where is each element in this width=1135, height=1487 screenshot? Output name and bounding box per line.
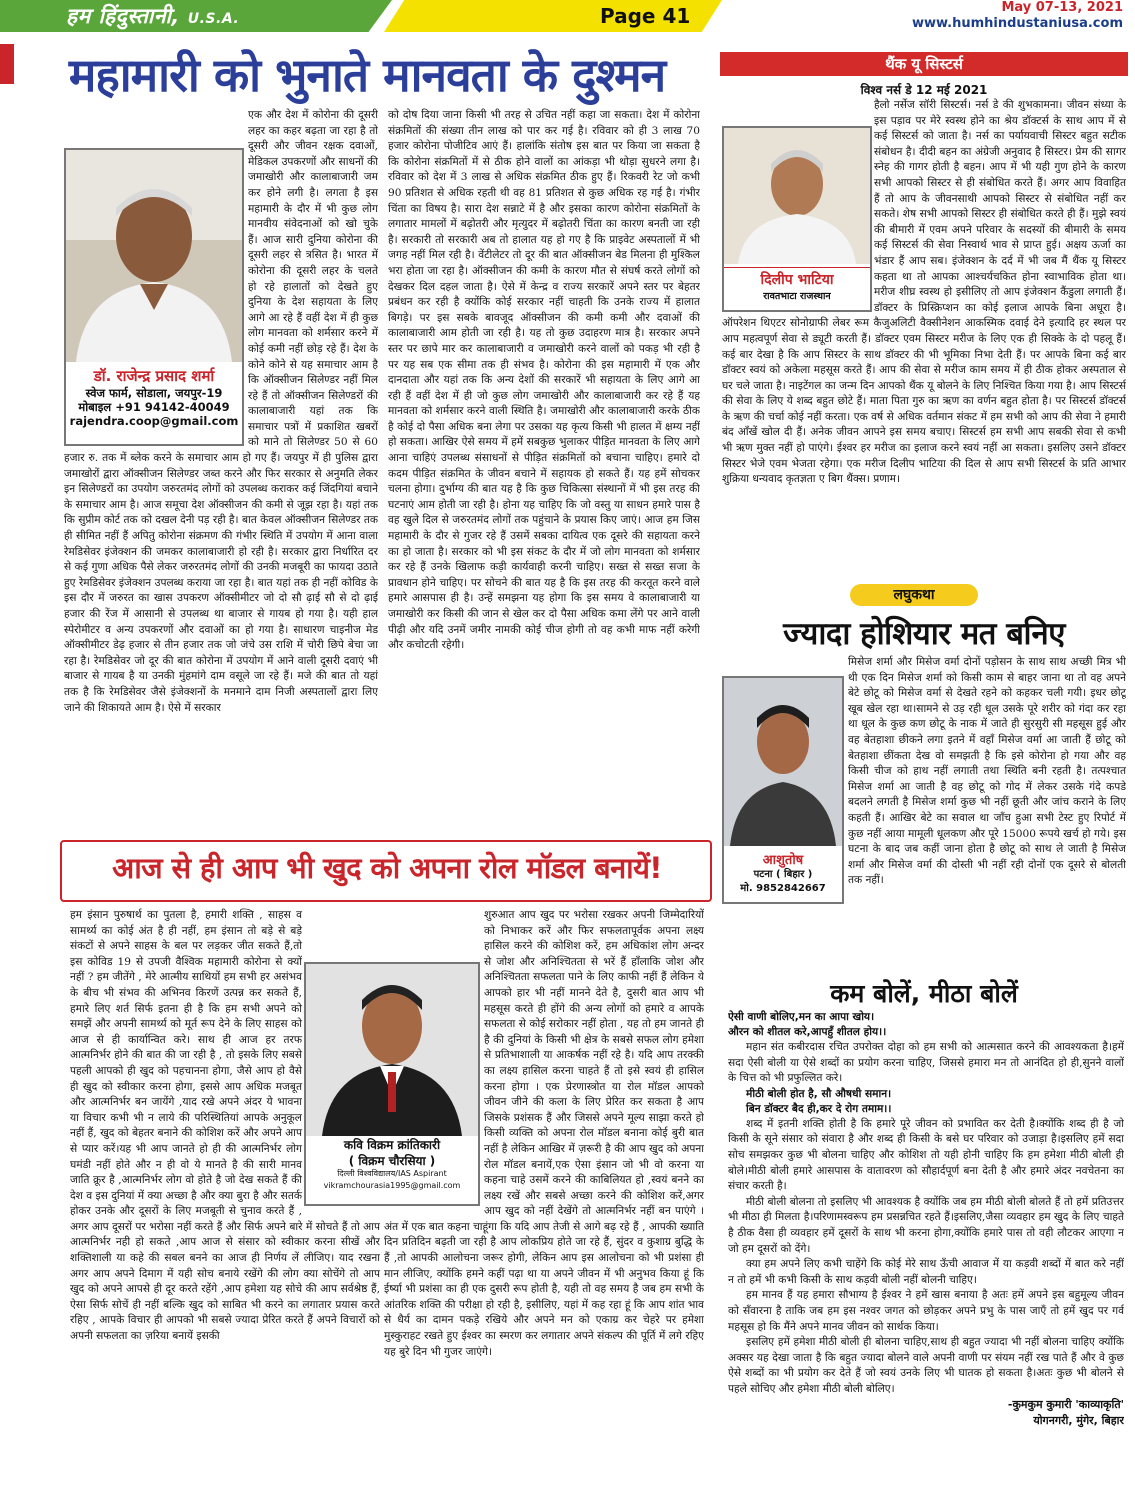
issue-date: May 07-13, 2021 xyxy=(1001,0,1123,15)
right3-paragraph-6: इसलिए हमें हमेशा मीठी बोली ही बोलना चाहिए,साथ ही बहुत ज्यादा भी नहीं बोलना चाहिए क्योंकि अक्सर यह देखा जाता है कि बहुत ज्यादा बोलने वाले अपनी वाणी पर संयम नहीं रख पाते हैं और वे कुछ ऐसे शब्दों का भी प्रयोग कर देते हैं जो स्वयं उनके लिए भी घातक हो सकता है।अतः कुछ भी बोलने से पहले सोचिए और हमेशा मीठी बोली बोलिए। xyxy=(728,1336,1124,1395)
author-name: आशुतोष xyxy=(762,853,804,868)
article2-author-box xyxy=(304,962,480,1206)
article2-headline: आज से ही आप भी खुद को अपना रोल मॉडल बनायें! xyxy=(112,851,662,885)
right3-place: योगनगरी, मुंगेर, बिहार xyxy=(1033,1414,1124,1428)
article1-column-2 xyxy=(388,108,700,830)
right1-author-box xyxy=(722,126,872,312)
verse1-line2: औरन को शीतल करे,आपहुँ शीतल होय।। xyxy=(728,1026,887,1038)
right3-paragraph-2: शब्द में इतनी शक्ति होती है कि हमारे पूरे जीवन को प्रभावित कर देती है।क्योंकि शब्द ही है जो किसी के सूने संसार को संवारा है और शब्द ही किसी के बसे घर परिवार को उजाड़ा है।इसलिए हमें सदा सोच समझकर कुछ भी बोलना चाहिए और कोशिश तो यही होनी चाहिए कि हम हमेशा मीठी बोली ही बोले।मीठी बोली हमारे आसपास के वातावरण को सौहार्दपूर्ण बना देती है और हमारे अंदर नवचेतना का संचार करती है। xyxy=(728,1117,1124,1193)
article1-text-1: एक और देश में कोरोना की दूसरी लहर का कहर बढ़ता जा रहा है तो दूसरी और जीवन रक्षक दवाओं, मेडिकल उपकरणों और साधनों की जमाखोरी और कालाबाजारी जम कर होने लगी है। लगता है इस महामारी के दौर में भी कुछ लोग मानवीय संवेदनाओं को खो चुके हैं। आज सारी दुनिया कोरोना की दूसरी लहर से त्रसित है। भारत में कोरोना की दूसरी लहर के चलते हो रहे हालातों को देखते हुए दुनिया के देश सहायता के लिए आगे आ रहे हैं वहीं देश में ही कुछ लोग मानवता को शर्मसार करने में कोई कमी नहीं छोड़ रहे हैं। देश के कोने कोने से यह समाचार आम है कि ऑक्सीजन सिलेण्डर नहीं मिल रहे हैं तो ऑक्सीजन सिलेण्डरों की कालाबाजारी यहां तक कि समाचार पत्रों में प्रकाशित खबरों को माने तो सिलेण्डर 50 से 60 हजार रु. तक में ब्लेक करने के समाचार आम हो गए हैं। जयपुर में ही पुलिस द्वारा जमाखोरों द्वारा ऑक्सीजन सिलेण्डर जब्त करने और फिर सरकार से अनुमति लेकर इन सिलेण्डरों का उपयोग जरुरतमंद लोगों को उपलब्ध कराकर कई जिंदगियां बचाने के समाचार आम है। आज समूचा देश ऑक्सीजन की कमी से जूझ रहा है। यहां तक कि सुप्रीम कोर्ट तक को दखल देनी पड़ रही है। बात केवल ऑक्सीजन सिलेण्डर तक ही सीमित नहीं हैं अपितु कोरोना संक्रमण की गंभीर स्थिति में उपयोग में आना वाला रेमडिसेवर इंजेक्शन की जमकर कालाबाजारी हो रही है। सरकार द्वारा निर्धारित दर से कई गुणा अधिक पैसे लेकर जरुरतमंद लोगों की उनकी मजबूरी का फायदा उठाते हुए रेमडिसेवर इंजेक्शन उपलब्ध कराया जा रहा है। बात यहां तक ही नहीं कोविड के इस दौर में जरुरत का खास उपकरण ऑक्सीमीटर जो दो सौ ढ़ाई सौ से दो ढ़ाई हजार की रेंज में आसानी से उपलब्ध था बाजार से गायब हो गया है। यही हाल स्पेरोमीटर व अन्य उपकरणों और दवाओं का हो गया है। साधारण चाइनीज मेड ऑक्सीमीटर डेढ़ हजार से तीन हजार तक जो जंचे उस राशि में चोरी छिपे बेचा जा रहा है। रेमडिसेवर जो दूर की बात कोरोना में उपयोग में आने वाली दूसरी दवाएं भी बाजार से गायब है या उनकी मुंहमांगे दाम वसूले जा रहे हैं। मजे की बात तो यहां तक है कि रेमडिसेवर जैसे इंजेक्शनों के मनमाने दाम निजी अस्पतालों द्वारा लिए जाने की शिकायते आम है। ऐसे में सरकार xyxy=(64,109,378,714)
author-alias: ( विक्रम चौरसिया ) xyxy=(348,1154,436,1168)
author-photo xyxy=(724,678,842,846)
right1-text: हैलो नर्सेज सॉरी सिस्टर्स। नर्स डे की शुभकामना। जीवन संध्या के इस पड़ाव पर मेरे स्वस्थ होने का श्रेय डॉक्टर्स के साथ आप में से कई सिस्टर्स को जाता है। नर्स का पर्यायवाची सिस्टर बहुत सटीक संबोधन है। दीदी बहन का अंग्रेजी अनुवाद है सिस्टर। प्रेम की सागर स्नेह की गागर होती है बहन। आप में भी यही गुण होने के कारण सभी आपको सिस्टर से ही संबोधित करते हैं। अगर आप विवाहित हैं तो आप के जीवनसाथी आपको सिस्टर से संबोधित नहीं कर सकते। शेष सभी आपको सिस्टर ही संबोधित करते ही हैं। मुझे स्वयं की बीमारी में एवम अपने परिवार के सदस्यों की बीमारी के समय कई सिस्टर्स की सेवा निस्वार्थ भाव से प्राप्त हुई। अक्षय ऊर्जा का भंडार हैं आप सब। इंजेक्शन के दर्द में भी जब मैं थैंक यू सिस्टर कहता था तो आपका आश्चर्यचकित होना स्वाभाविक होता था। मरीज शीघ्र स्वस्थ हो इसीलिए तो आप इंजेक्शन कैंडुला लगाती हैं। डॉक्टर के प्रिस्क्रिप्शन का कोई इलाज आपके बिना अधूरा है। ऑपरेशन थिएटर सोनोग्राफी लेबर रूम कैजुअलिटी वैक्सीनेशन आकस्मिक दवाई देने इत्यादि हर स्थल पर आप महत्वपूर्ण सेवा से ड्यूटी करती हैं। डॉक्टर एवम सिस्टर मरीज के लिए एक ही सिक्के के दो पहलू हैं। कई बार देखा है कि आप सिस्टर के साथ डॉक्टर की भी भूमिका निभा देती हैं। पर आपके बिना कई बार डॉक्टर स्वयं को अकेला महसूस करते हैं। आप की सेवा से मरीज काम समय में ही ठीक होकर अस्पताल से घर चले जाता है। नाइटेंगल का जन्म दिन आपको थैंक यू बोलने के लिए निश्चित किया गया है। आप सिस्टर्स की सेवा के लिए ये शब्द बहुत छोटे हैं। माता पिता गुरु का ऋण का वर्णन बहुत होता है। पर सिस्टर्स डॉक्टर्स के ऋण की चर्चा कोई नहीं करता। एक वर्ष से अधिक वर्तमान संकट में हम सभी को आप की सेवा ने हमारी बंद आँखें खोल दी हैं। अनेक जीवन आपने इस समय बचाए। सिस्टर्स हम सभी आप सबकी सेवा से कभी भी ऋण मुक्त नहीं हो पाएंगे। ईश्वर हर मरीज का इलाज करने स्वयं नहीं आ सकता। इसलिए उसने डॉक्टर सिस्टर भेजे एवम भेजता रहेगा। एक मरीज दिलीप भाटिया की दिल से आप सभी सिस्टर्स के प्रति आभार शुक्रिया धन्यवाद कृतज्ञता ए बिग थैंक्स। प्रणाम। xyxy=(722,99,1126,486)
author-place: पटना ( बिहार ) xyxy=(753,869,813,880)
author-email[interactable]: rajendra.coop@gmail.com xyxy=(69,414,239,428)
person-silhouette-icon xyxy=(306,964,478,1136)
publication-name: हम हिंदुस्तानी, U.S.A. xyxy=(66,4,240,28)
right2-author-box xyxy=(722,676,844,904)
article1-text-2: को दोष दिया जाना किसी भी तरह से उचित नहीं कहा जा सकता। देश में कोरोना संक्रमितों की संख्या तीन लाख को पार कर गई है। रविवार को ही 3 लाख 70 हजार कोरोना पोजीटिव आएं हैं। हालांकि संतोष इस बात पर किया जा सकता है कि कोरोना संक्रमितों में से ठीक होने वालों का आंकड़ा भी थोड़ा सुधरने लगा है। रविवार को देश में 3 लाख से अधिक संक्रमित ठीक हुए हैं। रिकवरी रेट जो कभी 90 प्रतिशत से अधिक रहती थी वह 81 प्रतिशत से कुछ अधिक रह गई है। गंभीर चिंता का विषय है। सारा देश सन्नाटे में है और इसका कारण कोरोना संक्रमितों के लगातार मामलों में बढ़ोतरी और मृत्युदर में बढ़ोतरी चिंता का कारण बनती जा रही है। सरकारी तो सरकारी अब तो हालात यह हो गए है कि प्राइवेट अस्पतालों में भी जगह नहीं मिल रही है। वेंटीलेटर तो दूर की बात ऑक्सीजन बेड मिलना ही मुश्किल भरा होता जा रहा है। ऑक्सीजन की कमी के कारण मौत से संघर्ष करते लोगों को देखकर दिल दहल जाता है। ऐसे में केन्द्र व राज्य सरकारें अपने स्तर पर बेहतर प्रबंधन कर रही है क्योंकि कोई सरकार नहीं चाहती कि उनके राज्य में हालात बिगड़े। पर इस सबके बावजूद ऑक्सीजन की कमी कमी और दवाओं की कालाबाजारी आम होती जा रही है। यह तो कुछ उदाहरण मात्र है। सरकार अपने स्तर पर छापे मार कर कालाबाजारी व जमाखोरी करने वालों को पकड़ भी रही है पर यह सब एक सीमा तक ही संभव है। कोरोना की इस महामारी में एक और दानदाता और यहां तक कि अन्य देशों की सरकारें भी सहायता के लिए आगे आ रही हैं वहीं देश में ही जो कुछ लोग जमाखोरी और कालाबाजारी कर रहे हैं यह मानवता को शर्मसार करने वाली स्थिति है। जमाखोरी और कालाबाजारी करके ठीक है कोई दो पैसा अधिक बना लेगा पर उसका यह कृत्य किसी भी हालत में क्षम्य नहीं हो सकता। आखिर ऐसे समय में हमें सबकुछ भुलाकर पीड़ित मानवता के लिए आगे आना चाहिएं उपलब्ध संसाधनों से पीड़ित संक्रमितों को बचाना चाहिए। हमारे दो कदम पीड़ित संक्रमित के जीवन बचाने में सहायक हो सकते हैं। यह हमें सोचकर चलना होगा। दुर्भाग्य की बात यह है कि कुछ चिकित्सा संस्थानों में भी इस तरह की घटनाएं आम होती जा रही है। होना यह चाहिए कि जो वस्तु या साधन हमारे पास है वह खुले दिल से जरुरतमंद लोगों तक पहुंचाने के प्रयास किए जाएं। आज हम जिस महामारी के दौर से गुजर रहे हैं उसमें सबका दायित्व एक दूसरे की सहायता करने का हो जाता है। सरकार को भी इस संकट के दौर में जो लोग मानवता को शर्मसार कर रहे हैं उनके खिलाफ कड़ी कार्यवाही करनी चाहिए। सख्त से सख्त सजा के प्रावधान होने चाहिए। पर सोचने की बात यह है कि इस तरह की करतूत करने वाले हमारे आसपास ही है। उन्हें समझना यह होगा कि इस समय वे कालाबाजारी या जमाखोरी कर किसी की जान से खेल कर दो पैसा अधिक कमा लेंगे पर आने वाली पीढ़ी और यदि उनमें जमीर नामकी कोई चीज होगी तो वह कभी माफ नहीं करेगी और कचोटती रहेगी। xyxy=(388,109,700,652)
author-mobile: मोबाइल +91 94142-40049 xyxy=(78,400,230,414)
person-silhouette-icon xyxy=(724,128,870,264)
right3-paragraph-5: हम मानव हैं यह हमारा सौभाग्य है ईश्वर ने हमें खास बनाया है अतः हमें अपने इस बहुमूल्य जीवन को सँवारना है ताकि जब हम इस नश्वर जगत को छोड़कर अपने प्रभु के पास जाएँ तो हमें खुद पर गर्व महसूस हो कि मैंने अपने मानव जीवन को सार्थक किया। xyxy=(728,1289,1124,1333)
verse1-line1: ऐसी वाणी बोलिए,मन का आपा खोय। xyxy=(728,1011,875,1023)
right3-signature: -कुमकुम कुमारी 'काव्याकृति' xyxy=(1007,1398,1124,1412)
right3-paragraph-4: क्या हम अपने लिए कभी चाहेंगे कि कोई मेरे साथ ऊँची आवाज में या कड़वी शब्दों में बात करे नहीं न तो हमें भी कभी किसी के साथ कड़वी बोली नहीं बोलनी चाहिए। xyxy=(728,1258,1124,1286)
article1-headline: महामारी को भुनाते मानवता के दुश्मन xyxy=(68,48,666,102)
section-label-laghukatha: लघुकथा xyxy=(850,584,978,606)
page-header xyxy=(0,0,1135,32)
right3-paragraph-1: महान संत कबीरदास रचित उपरोक्त दोहा को हम सभी को आत्मसात करने की आवश्यकता है।हमें सदा ऐसी बोली या ऐसे शब्दों का प्रयोग करना चाहिए, जिससे हमारा मन तो आनंदित हो ही,सुनने वालों के चित्त को भी प्रफुल्लित करे। xyxy=(728,1041,1124,1085)
right2-text: मिसेज शर्मा और मिसेज वर्मा दोनों पड़ोसन के साथ साथ अच्छी मित्र भी थी एक दिन मिसेज शर्मा को किसी काम से बाहर जाना था तो वह अपने बेटे छोटू को मिसेज वर्मा से देखते रहने को कहकर चली गयी। इधर छोटू खूब खेल रहा था।सामने से उड़ रही धूल उसके पूरे शरीर को गंदा कर रहा था धूल के कुछ कण छोटू के नाक में जाते ही सुरसुरी सी महसूस हुई और वह बेतहाशा छीकने लगा इतने में वहाँ मिसेज वर्मा आ जाती हैं छोटू को बेतहाशा छींकता देख वो समझती है कि इसे कोरोना हो गया और वह किसी चीज को हाथ नहीं लगाती तथा स्थिति बनी रहती है। तत्पश्चात मिसेज शर्मा आ जाती है वह छोटू को गोद में लेकर उसके गंदे कपडे बदलने लगती है मिसेज शर्मा कुछ भी नहीं छूती और जांच कराने के लिए कहती हैं। आखिर बेटे का सवाल था जाँच हुआ सभी टेस्ट हुए रिपोर्ट में कुछ नहीं आया मामूली धूलकण और पूरे 15000 रूपये खर्च हो गये। इस घटना के बाद जब कहीं जाना होता है छोटू को साथ ले जाती है मिसेज शर्मा और मिसेज वर्मा की दोस्ती भी नहीं रही दोनों एक दूसरे से बोलती तक नहीं। xyxy=(848,656,1126,887)
author-photo xyxy=(306,964,478,1136)
author-photo xyxy=(66,150,242,362)
verse2-line2: बिन डॉक्टर बैद ही,कर दे रोग तमाम।। xyxy=(746,1102,892,1115)
right3-headline: कम बोलें, मीठा बोलें xyxy=(830,979,1018,1008)
page-number: Page 41 xyxy=(600,4,691,28)
author-affiliation: दिल्ली विश्वविद्यालय/IAS Aspirant xyxy=(337,1169,447,1178)
person-silhouette-icon xyxy=(66,150,242,362)
edge-tab-marker xyxy=(0,44,14,84)
right1-title-bar: थैंक यू सिस्टर्स xyxy=(720,52,1128,76)
right3-column xyxy=(728,1010,1124,1480)
author-mobile: मो. 9852842667 xyxy=(740,883,826,894)
article1-author-box xyxy=(64,148,244,446)
author-name: कवि विक्रम क्रांतिकारी xyxy=(343,1138,441,1152)
right2-headline: ज्यादा होशियार मत बनिए xyxy=(783,616,1065,652)
publication-suffix: U.S.A. xyxy=(187,11,240,27)
person-silhouette-icon xyxy=(724,678,842,846)
website-link[interactable]: www.humhindustaniusa.com xyxy=(911,16,1123,31)
author-name: दिलीप भाटिया xyxy=(724,267,870,289)
author-address: स्वेज फार्म, सोडाला, जयपुर-19 xyxy=(85,386,223,400)
right1-subheading: विश्व नर्स डे 12 मई 2021 xyxy=(860,83,988,97)
article2-text-1: हम इंसान पुरुषार्थ का पुतला है, हमारी शक्ति , साहस व सामर्थ्य का कोई अंत है ही नहीं, हम इंसान तो बड़े से बड़े संकटों से अपने साहस के बल पर लड़कर जीत सकते हैं,तो इस कोविड 19 से उपजी वैश्विक महामारी कोरोना से क्यों नहीं ? हम जीतेंगे , मेरे आत्मीय साथियों हम सभी हर असंभव के बीच भी संभव की अभिनव किरणें उत्पन्न कर सकते हैं, हमारे लिए शर्त सिर्फ इतना ही है कि हम सभी अपने को समझें और अपनी सामर्थ्य को मूर्त रूप देने के लिए साहस को आज से ही कार्यान्वित करे। साथ ही आज हर तरफ आत्मनिर्भर होने की बात की जा रही है , तो इसके लिए सबसे पहली आपको ही खुद को पहचानना होगा, जैसे आप हो वैसे ही खुद को स्वीकार करना होगा, इससे आप अधिक मजबूत और आत्मनिर्भर बन जायेंगे ,याद रखे अपने अंदर ये भावना या विचार कभी भी न लाये की परिस्थितियां आपके अनुकूल नहीं हैं, खुद को बेहतर बनाने की कोशिश करें और अपने आप से प्यार करें।यह भी आप जानते हो ही की आत्मनिर्भर लोग घमंडी नहीं होते और न ही वो ये मानते है की सारी मानव जाति क्रूर है ,आत्मनिर्भर लोग वो होते है जो देख सकते हैं की देश व इस दुनियां में क्या अच्छा है और क्या बुरा है और सतर्क होकर उनके और दूसरों के लिए मजबूती से चुनाव करते हैं , अगर आप दूसरों पर भरोसा नहीं करते हैं और सिर्फ अपने बारे में सोचते हैं तो आप आत्मनिर्भर नही हो सकते ,आप आज से संसार को स्वीकार करना सीखें और शक्तिशाली या कहे की सबल बनने का आज ही निर्णय लें लीजिए। याद रखना अगर आप अपने दिमाग में यही सोच बनाये रखेंगे की लोग क्या सोचेंगे तो आप खुद को अपने आपसे ही दूर करते रहेंगे ,आप हमेशा यह सोचे की आप सर्वश्रेष्ठ हैं, ऐसा सिर्फ सोचें ही नहीं बल्कि खुद को साबित भी करने का लगातार प्रयास करते रहिए , आपके विचार ही आपको भी सबसे ज्यादा प्रेरित करते हैं अपने विचारों को अपनी सफलता का ज़रिया बनायें इसकी xyxy=(70,909,380,1343)
verse2-line1: मीठी बोली होत है, सौ औषधी समान। xyxy=(746,1087,892,1100)
author-place: रावतभाटा राजस्थान xyxy=(763,291,831,302)
right3-paragraph-3: मीठी बोली बोलना तो इसलिए भी आवश्यक है क्योंकि जब हम मीठी बोली बोलते हैं तो हमें प्रतिउत्तर भी मीठा ही मिलता है।परिणामस्वरूप हम प्रसन्नचित रहते हैं।इसलिए,जैसा व्यवहार हम खुद के लिए चाहते है ठीक वैसा ही व्यवहार हमें दूसरों के साथ भी करना होगा,क्योंकि हमारे पास तो वही लौटकर आएगा न जो हम दूसरों को देंगे। xyxy=(728,1195,1124,1255)
article2-text-2: शुरुआत आप खुद पर भरोसा रखकर अपनी जिम्मेदारियों को निभाकर करें और फिर सफलतापूर्वक अपना लक्ष्य हासिल करने की कोशिश करें, हम अधिकांश लोग अन्दर से जोश और अनिश्चितता से भरें हैं हाँलाकि जोश और अनिश्चितता सफलता पाने के लिए काफी नहीं हैं लेकिन ये आपको हार भी नहीं मानने देते है, दुसरी बात आप भी महसूस करते ही होंगे की अन्य लोगों को हमारे व आपके सफलता से कोई सरोकार नहीं होता , यह तो हम जानते ही है की दुनियां के किसी भी क्षेत्र के सबसे सफल लोग हमेशा से प्रतिभाशाली या आकर्षक नहीं रहे है। यदि आप तरक्की का लक्ष्य हासिल करना चाहते हैं तो इसे स्वयं ही हासिल करना होगा । एक प्रेरणास्त्रोत या रोल मॉडल आपको जीवन जीने की कला के लिए प्रेरित कर सकता है आप जिसके प्रशंसक हैं और जिससे अपने मूल्य साझा करते हो किसी व्यक्ति को अपना रोल मॉडल बनाना कोई बुरी बात नहीं है लेकिन आखिर में ज़रूरी है की आप खुद को अपना रोल मॉडल बनायें,एक ऐसा इंसान जो भी वो करना या कहना चाहे उसमें करने की काबिलियत हो ,स्वयं बनने का लक्ष्य रखें और सबसे अच्छा करने की कोशिश करें,अगर आप खुद को नहीं देखेंगे तो आत्मनिर्भर नहीं बन पाएंगे । अंत में एक बात कहना चाहूंगा कि यदि आप तेजी से आगे बढ़ रहे हैं , आपकी ख्याति दिन प्रतिदिन बढ़ती जा रही है आप लोकप्रिय होते जा रहे हैं, सुंदर व कुशाग्र बुद्धि के हैं ,तो आपकी आलोचना जरूर होगी, लेकिन आप इस आलोचना को भी प्रशंसा ही मान लीजिए, क्योंकि हमने कहीं पढ़ा था या अपने जीवन में भी अनुभव किया हूं कि ईर्ष्या भी प्रशंसा का ही एक दुसरी रूप होती है, यही तो वह समय है जब हम सभी के आंतरिक शक्ति की परीक्षा हो रही है, इसीलिए, यहां में कह रहा हूं कि आप शांत भाव से धैर्य का दामन पकड़े रखिये और अपने मन को एकाग्र कर चेहरे पर हमेशा मुस्कुराहट रखते हुए ईश्वर का स्मरण कर लगातार अपने संकल्प की पूर्ति में लगे रहिए यह बुरे दिन भी गुजर जाएंगे। xyxy=(384,909,704,1358)
author-photo xyxy=(724,128,870,264)
author-name: डॉ. राजेन्द्र प्रसाद शर्मा xyxy=(93,367,215,385)
author-email[interactable]: vikramchourasia1995@gmail.com xyxy=(323,1181,461,1190)
